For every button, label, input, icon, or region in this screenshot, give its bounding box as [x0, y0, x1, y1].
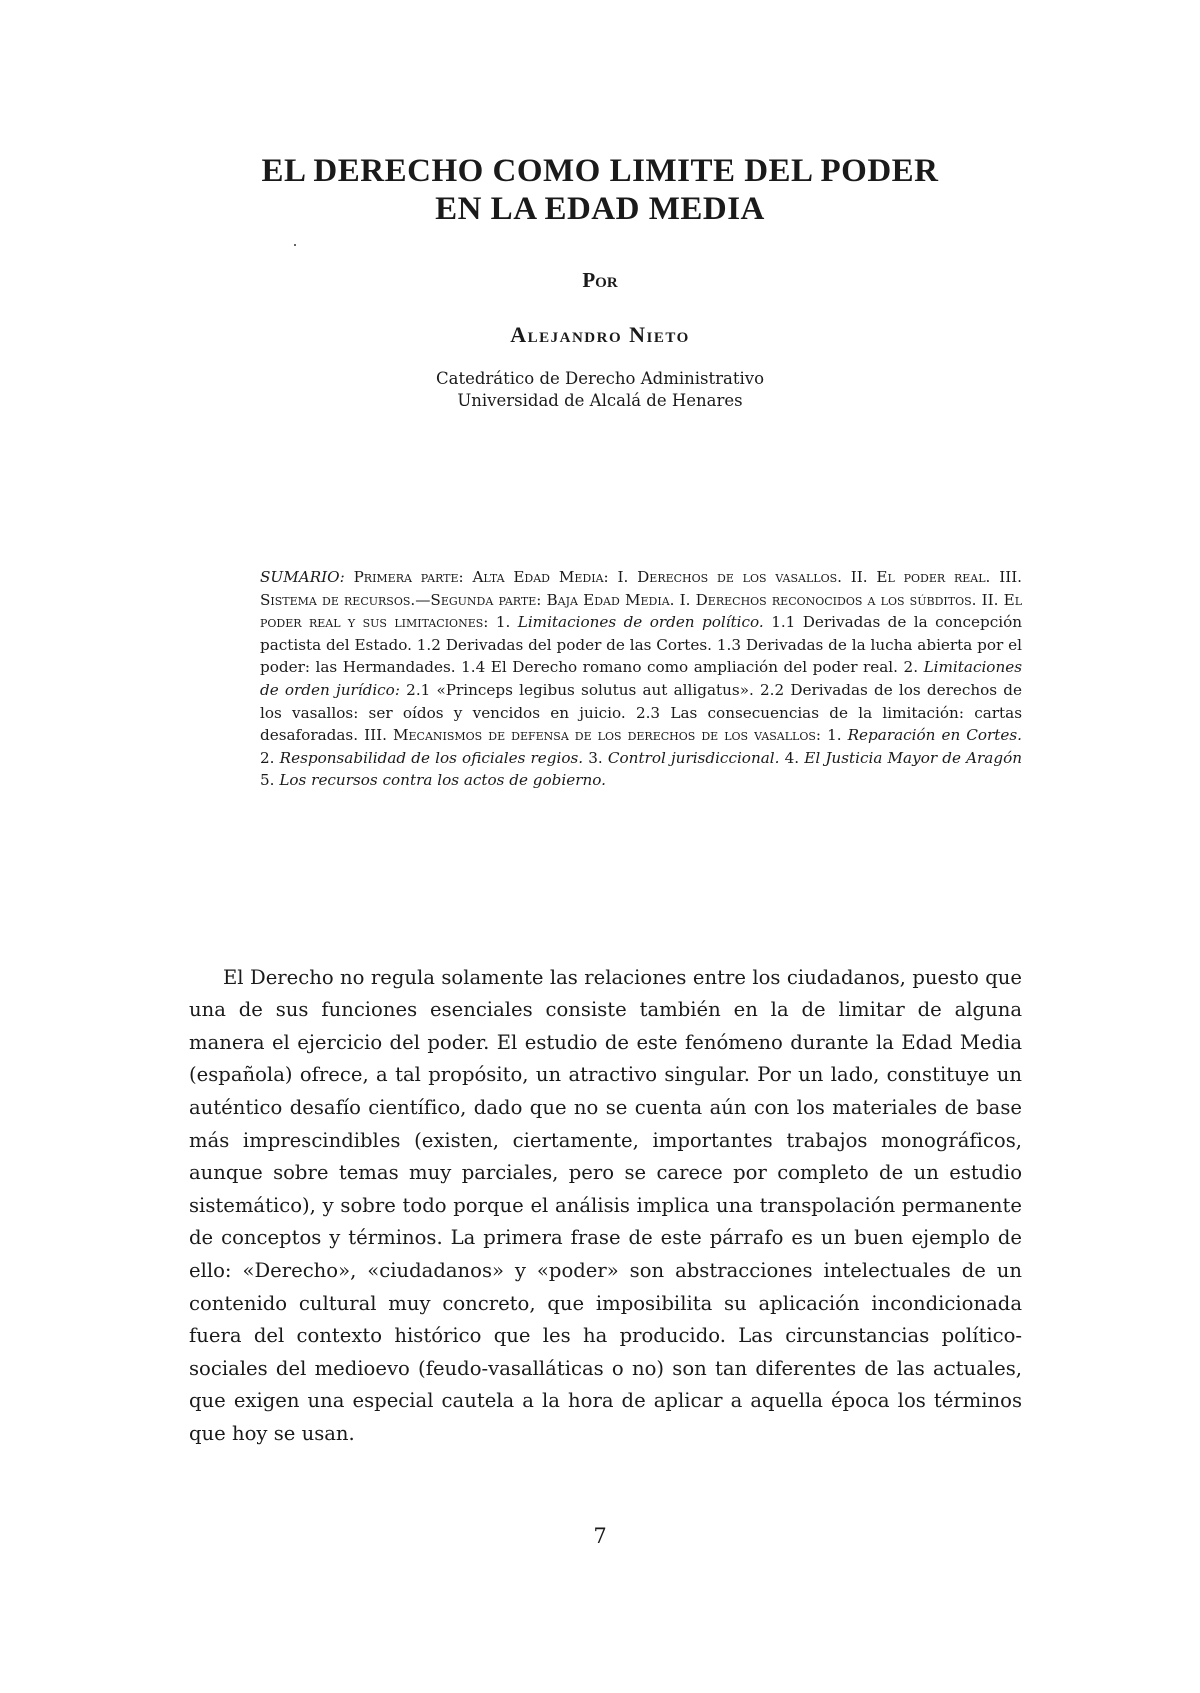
article-title	[0, 152, 1200, 228]
summary-item-justicia-mayor: El Justicia Mayor de Aragón	[804, 748, 1023, 767]
affiliation-position: Catedrático de Derecho Administrativo	[435, 369, 765, 388]
summary-item-cortes: Reparación en Cortes.	[847, 726, 1023, 745]
summary-item-number: 3.	[588, 748, 603, 767]
summary-item-number: 4.	[784, 748, 800, 767]
byline-por: Por	[582, 268, 618, 292]
summary-item-number: 5.	[260, 771, 275, 790]
summary-item-government-acts: Los recursos contra los actos de gobierno.	[279, 771, 606, 790]
author-affiliation	[0, 368, 1200, 412]
summary-item-number: 1.	[495, 613, 511, 632]
author-name: Alejandro Nieto	[510, 322, 690, 347]
summary-part-one-heading: Primera parte: Alta Edad Media:	[353, 568, 609, 586]
summary-abstract	[260, 566, 1022, 792]
summary-item-jurisdictional-control: Control jurisdiccional.	[607, 748, 780, 767]
scan-speck	[294, 244, 296, 246]
affiliation-university: Universidad de Alcalá de Henares	[457, 391, 743, 410]
title-line-1: EL DERECHO COMO LIMITE DEL PODER	[261, 153, 939, 189]
summary-subitems-juridical: 2.1 «Princeps legibus solutus aut alligatus». 2.2 Derivadas de los derechos de los vasallos: ser oídos y vencidos en juicio. 2.3 Las consecuencias de la limitación: cartas desaforadas. III.	[260, 680, 1023, 745]
body-paragraph: El Derecho no regula solamente las relaciones entre los ciudadanos, puesto que una de sus funciones esenciales consiste también en la de limitar de alguna manera el ejercicio del poder. El estudio de este fenómeno durante la Edad Media (española) ofrece, a tal propósito, un atractivo singular. Por un lado, constituye un auténtico desafío científico, dado que no se cuenta aún con los materiales de base más imprescindibles (existen, ciertamente, importantes trabajos monográficos, aunque sobre temas muy parciales, pero se carece por completo de un estudio sistemático), y sobre todo porque el análisis implica una transpolación permanente de conceptos y términos. La primera frase de este párrafo es un buen ejemplo de ello: «Derecho», «ciudadanos» y «poder» son abstracciones intelectuales de un contenido cultural muy concreto, que imposibilita su aplicación incondicionada fuera del contexto histórico que les ha producido. Las circunstancias político-sociales del medioevo (feudo-vasalláticas o no) son tan diferentes de las actuales, que exigen una especial cautela a la hora de aplicar a aquella época los términos que hoy se usan.	[189, 965, 1022, 1445]
summary-label: SUMARIO:	[260, 568, 345, 586]
summary-item-political-limits: Limitaciones de orden político.	[517, 613, 764, 632]
title-line-2: EN LA EDAD MEDIA	[435, 191, 765, 227]
summary-defense-mechanisms: Mecanismos de defensa de los derechos de los vasallos:	[392, 726, 822, 745]
summary-item-number: 2.	[260, 748, 275, 767]
summary-item-number: 1.	[827, 726, 842, 745]
summary-item-responsibility: Responsabilidad de los oficiales regios.	[279, 748, 584, 767]
summary-subitems-political: 1.1 Derivadas de la concepción pactista del Estado. 1.2 Derivadas del poder de las Cortes. 1.3 Derivadas de la lucha abierta por el poder: las Hermandades. 1.4 El Derecho romano como ampliación del poder real. 2.	[260, 613, 1023, 677]
page-number: 7	[593, 1524, 607, 1548]
summary-outline-sections: I. Derechos de los vasallos. II. El poder real. III. Sistema de recursos.—Segunda parte: Baja Edad Media. I. Derechos reconocidos a los súbditos. II. El poder real y sus limitaciones:	[260, 568, 1023, 632]
summary-item-juridical-limits: Limitaciones de orden jurídico:	[260, 658, 1023, 699]
